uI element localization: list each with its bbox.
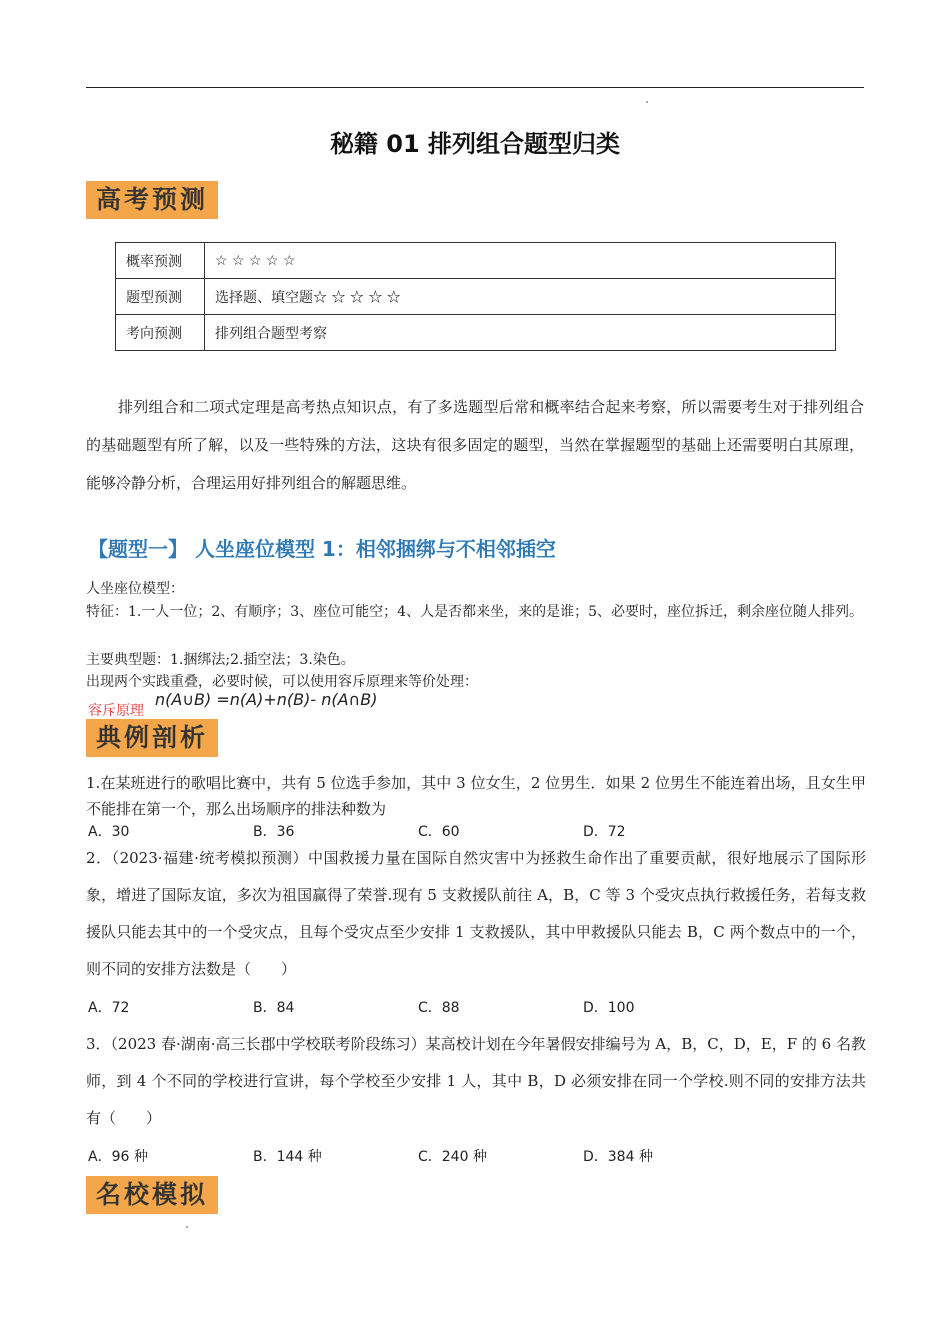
- option-c: C．60: [418, 824, 460, 840]
- option-a: A．72: [88, 1000, 130, 1016]
- option-d: D．100: [583, 1000, 635, 1016]
- overlap-note: 出现两个实践重叠，必要时候，可以使用容斥原理来等价处理：: [86, 674, 478, 690]
- question-2-options: [88, 997, 788, 1017]
- option-b: B．144 种: [253, 1149, 322, 1165]
- table-row: [116, 279, 836, 315]
- header-rule: [86, 87, 864, 88]
- question-3-options: [88, 1146, 788, 1166]
- table-value: 选择题、填空题☆ ☆ ☆ ☆ ☆: [205, 279, 836, 315]
- option-c: C．240 种: [418, 1149, 487, 1165]
- inclusion-exclusion-label: 容斥原理: [88, 703, 144, 719]
- option-a: A．30: [88, 824, 130, 840]
- table-row: [116, 315, 836, 351]
- inclusion-exclusion-formula: n(A∪B) =n(A)+n(B)- n(A∩B): [155, 690, 378, 709]
- table-row: [116, 243, 836, 279]
- option-b: B．84: [253, 1000, 295, 1016]
- section-banner-predict: 高考预测: [86, 181, 218, 219]
- features-text: 特征：1.一人一位；2、有顺序；3、座位可能空；4、人是否都来坐，来的是谁；5、必要时，座位拆迁，剩余座位随人排列。: [86, 604, 863, 620]
- question-2-text: 2．（2023·福建·统考模拟预测）中国救援力量在国际自然灾害中为拯救生命作出了重要贡献，很好地展示了国际形象，增进了国际友谊，多次为祖国赢得了荣誉.现有 5 支救援队前往 A，B，C 等 3 个受灾点执行救援任务，若每支救援队只能去其中的一个受灾点，且每个受灾点至少安排 1 支救援队，其中甲救援队只能去 B，C 两个数点中的一个，则不同的安排方法数是（ ）: [86, 849, 866, 978]
- option-a: A．96 种: [88, 1149, 148, 1165]
- question-3-text: 3．（2023 春·湖南·高三长郡中学校联考阶段练习）某高校计划在今年暑假安排编号为 A，B，C，D，E，F 的 6 名教师，到 4 个不同的学校进行宣讲，每个学校至少安排 1 人，其中 B，D 必须安排在同一个学校.则不同的安排方法共有（ ）: [86, 1035, 866, 1127]
- option-d: D．384 种: [583, 1149, 653, 1165]
- table-key: 考向预测: [116, 315, 205, 351]
- document-title: 秘籍 01 排列组合题型归类: [329, 130, 621, 158]
- table-key: 概率预测: [116, 243, 205, 279]
- typical-problems: 主要典型题：1.捆绑法;2.插空法；3.染色。: [86, 652, 355, 668]
- question-1-options: [88, 821, 788, 841]
- prediction-table: [115, 242, 836, 351]
- model-label: 人坐座位模型：: [86, 581, 184, 597]
- intro-paragraph: 排列组合和二项式定理是高考热点知识点，有了多选题型后常和概率结合起来考察，所以需要考生对于排列组合的基础题型有所了解，以及一些特殊的方法，这块有很多固定的题型，当然在掌握题型的基础上还需要明白其原理，能够冷静分析，合理运用好排列组合的解题思维。: [86, 398, 864, 492]
- type1-heading: 【题型一】 人坐座位模型 1：相邻捆绑与不相邻插空: [88, 537, 556, 561]
- table-value: ☆ ☆ ☆ ☆ ☆: [205, 243, 836, 279]
- table-key: 题型预测: [116, 279, 205, 315]
- section-banner-examples: 典例剖析: [86, 719, 218, 757]
- question-1-text: 1.在某班进行的歌唱比赛中，共有 5 位选手参加，其中 3 位女生，2 位男生．如果 2 位男生不能连着出场，且女生甲不能排在第一个，那么出场顺序的排法种数为: [86, 774, 866, 818]
- section-banner-schools: 名校模拟: [86, 1176, 218, 1214]
- option-d: D．72: [583, 824, 626, 840]
- option-c: C．88: [418, 1000, 460, 1016]
- table-value: 排列组合题型考察: [205, 315, 836, 351]
- speck: [646, 101, 648, 103]
- speck: [186, 1226, 188, 1228]
- option-b: B．36: [253, 824, 295, 840]
